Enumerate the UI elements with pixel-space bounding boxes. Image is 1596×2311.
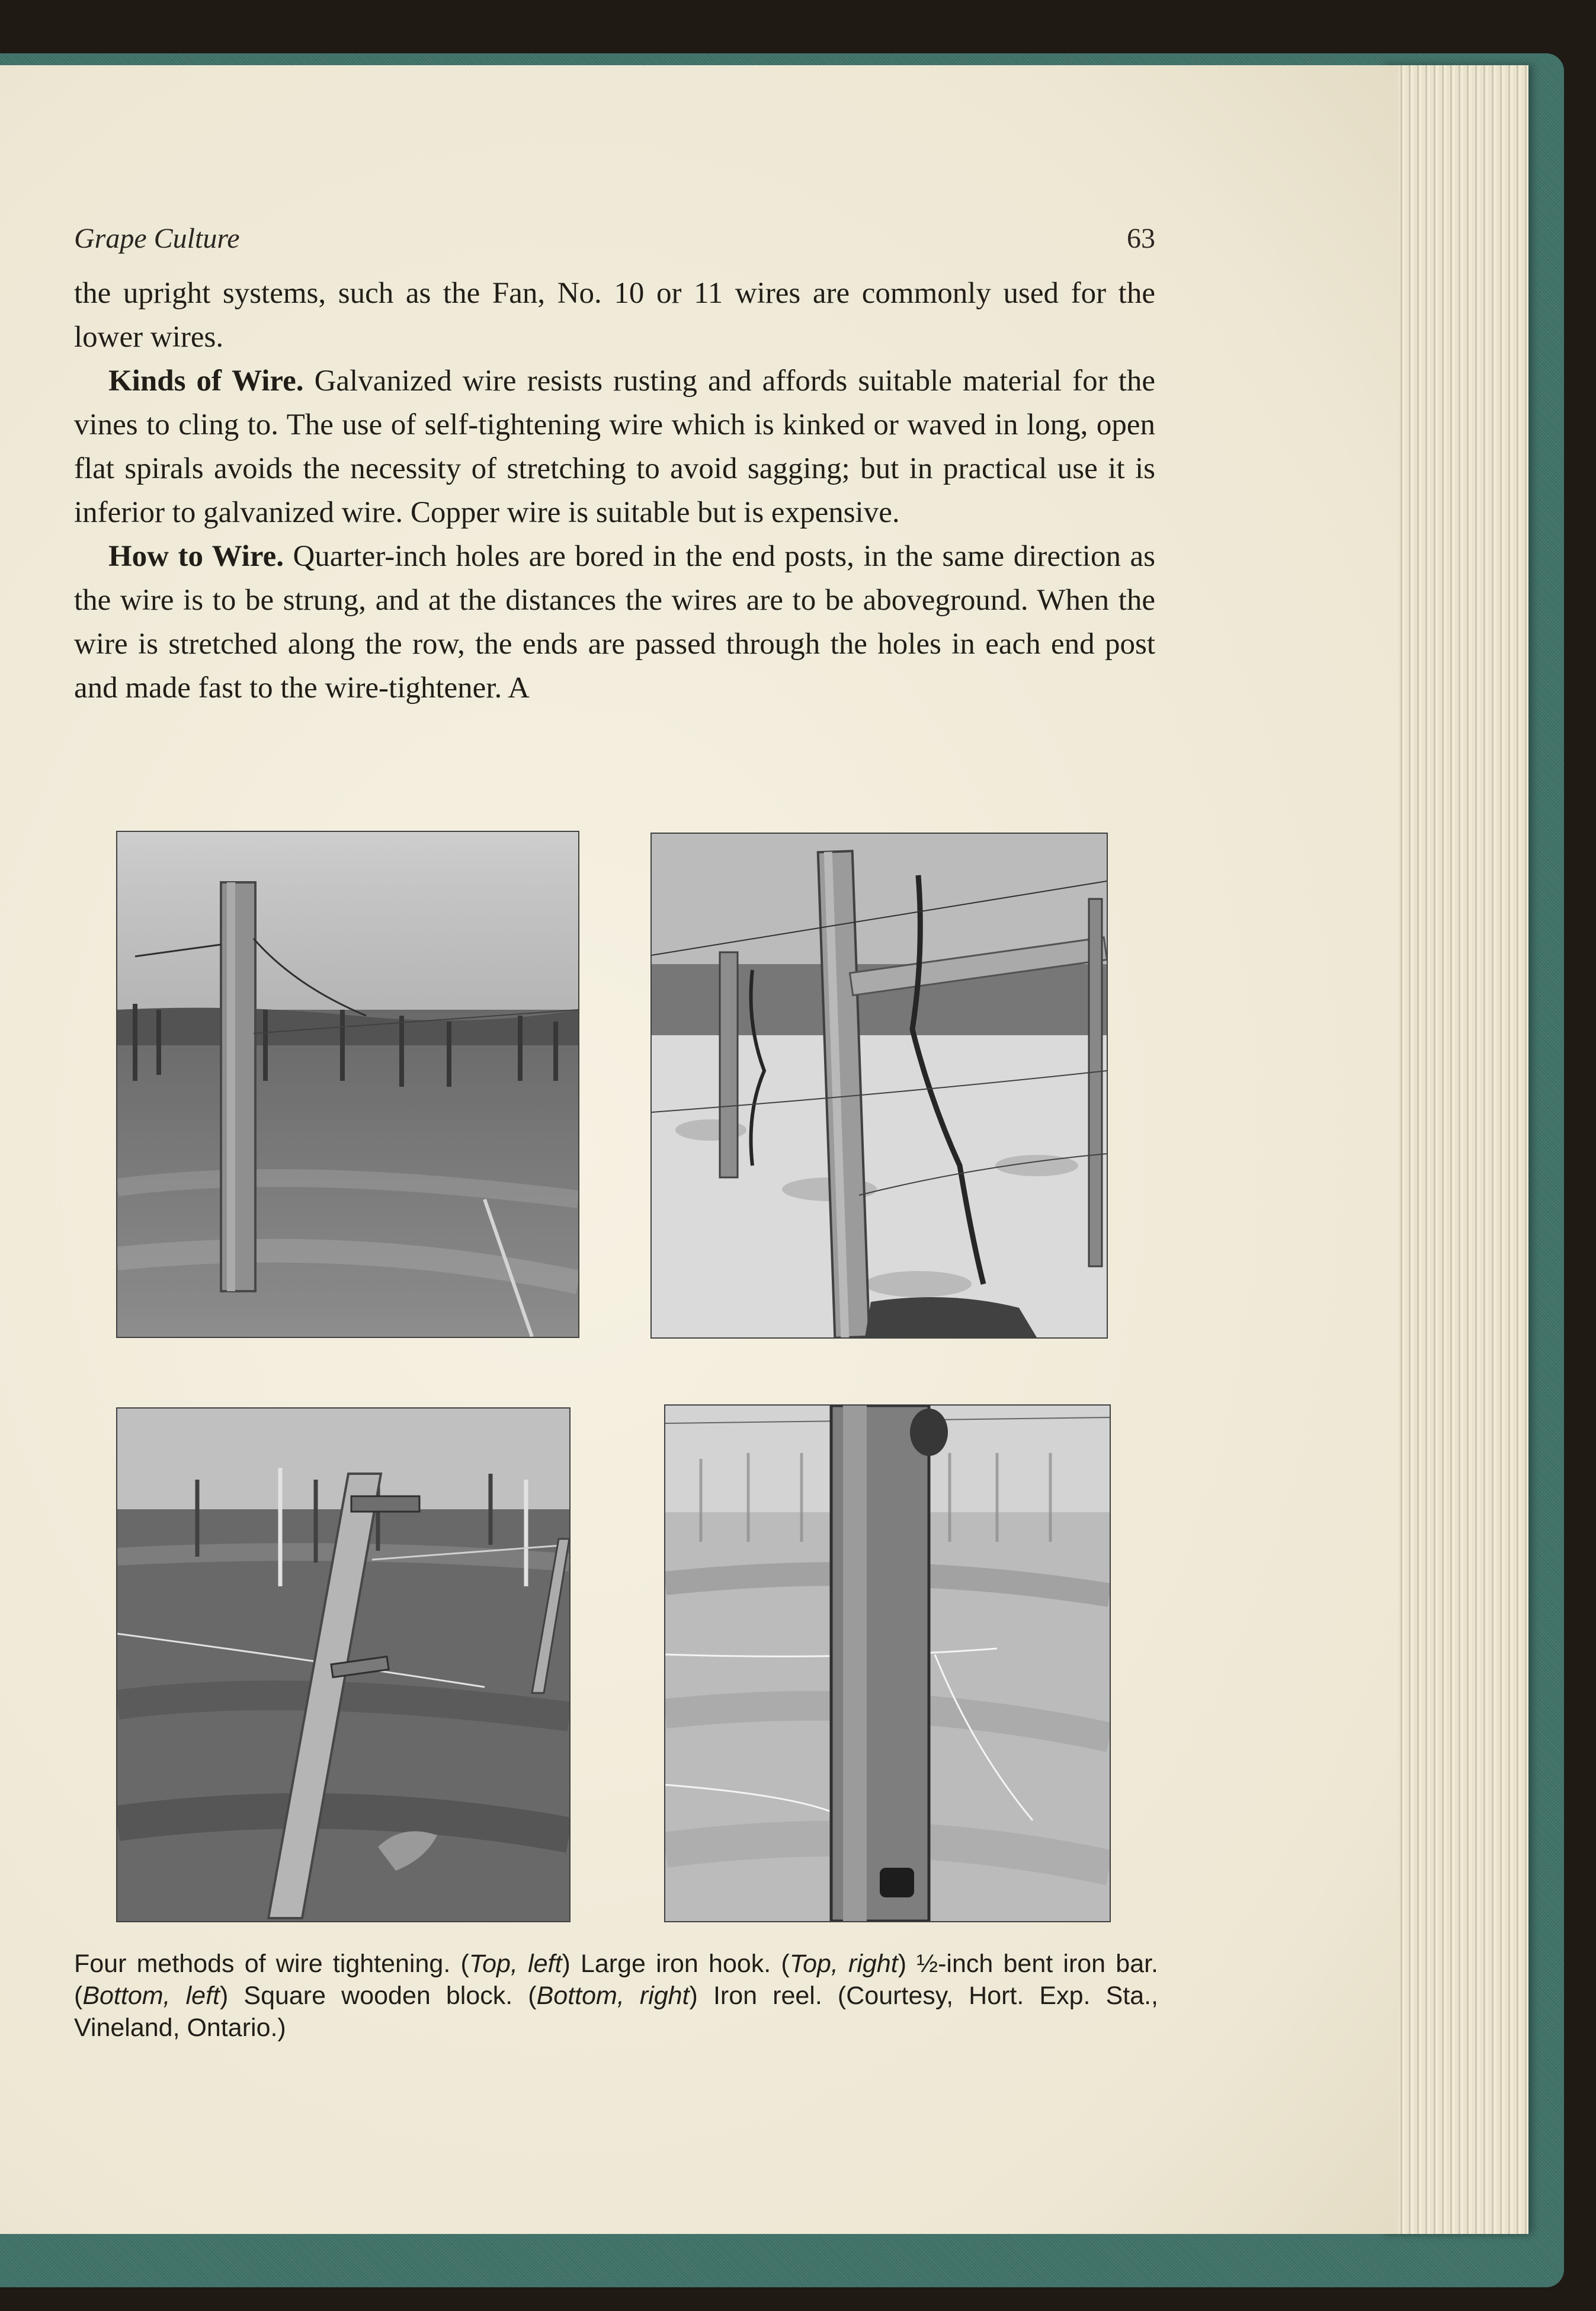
caption-position: Bottom, right (536, 1982, 690, 2010)
paragraph-kinds-of-wire (74, 359, 1155, 534)
figure-caption (74, 1948, 1158, 2044)
photo-top-right-bent-iron-bar (650, 833, 1108, 1339)
run-in-heading: Kinds of Wire. (108, 364, 304, 398)
paragraph-continuation (74, 271, 1155, 359)
caption-lead: Four methods of wire tightening. ( (74, 1950, 469, 1978)
photo-bottom-left-square-wooden-block (116, 1407, 571, 1922)
body-text (74, 271, 1155, 710)
photo-top-left-large-iron-hook (116, 831, 579, 1338)
photo-bottom-right-iron-reel (664, 1404, 1111, 1922)
page-edges (1380, 65, 1528, 2234)
caption-position: Top, left (469, 1950, 562, 1978)
page-header (74, 222, 1155, 264)
paragraph-text: the upright systems, such as the Fan, No. 10 or 11 wires are commonly used for the lower wires. (74, 277, 1155, 354)
paragraph-text: Galvanized wire resists rusting and affords suitable material for the vines to cling to. The use of self-tightening wire which is kinked or waved in long, open flat spirals avoids the necessity of stretching to avoid sagging; but in practical use it is inferior to galvanized wire. Copper wire is suitable but is expensive. (74, 364, 1155, 529)
caption-description: ) Iron reel. (Courtesy, Hort. Exp. Sta., Vineland, Ontario.) (74, 1982, 1159, 2042)
caption-description: ) Large iron hook. ( (562, 1950, 790, 1978)
paragraph-text: Quarter-inch holes are bored in the end posts, in the same direction as the wire is to be strung, and at the distances the wires are to be aboveground. When the wire is stretched along the row, the ends are passed through the holes in each end post and made fast to the wire-tightener. A (74, 540, 1155, 705)
caption-position: Bottom, left (82, 1982, 220, 2010)
run-in-heading: How to Wire. (108, 540, 284, 573)
caption-description: ) ½-inch bent iron bar. ( (74, 1950, 1159, 2010)
page-number: 63 (1127, 223, 1155, 254)
running-title: Grape Culture (74, 223, 240, 254)
caption-position: Top, right (789, 1950, 898, 1978)
paragraph-how-to-wire (74, 534, 1155, 710)
caption-description: ) Square wooden block. ( (219, 1982, 537, 2010)
